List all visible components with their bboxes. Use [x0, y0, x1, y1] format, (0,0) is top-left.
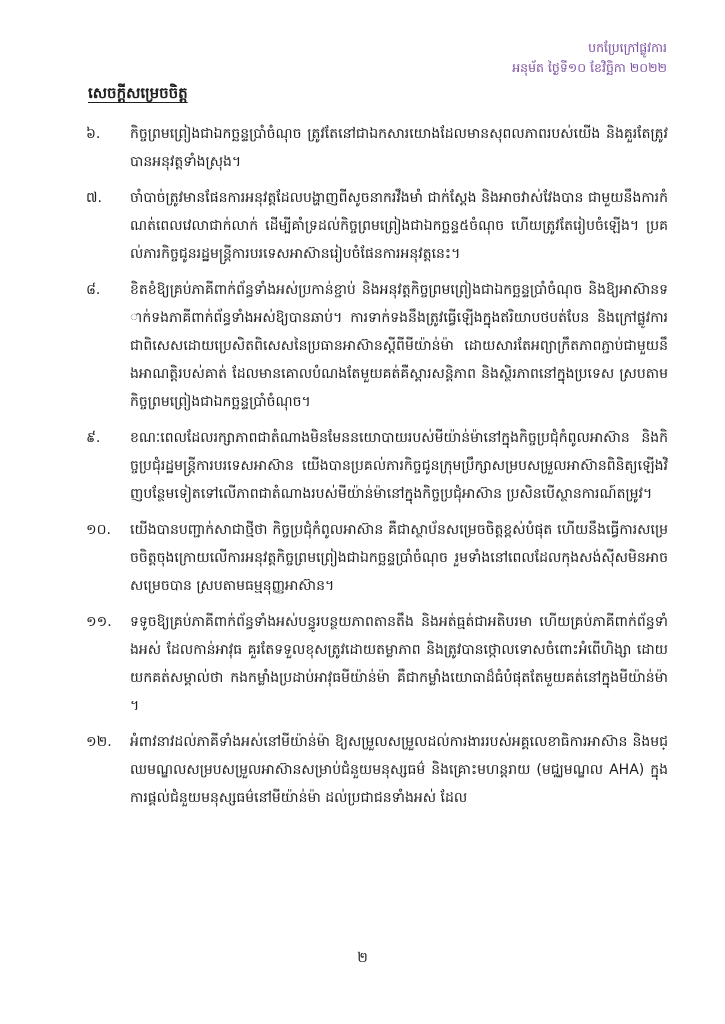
list-item	[86, 728, 668, 812]
item-number: ១១.	[86, 614, 112, 630]
list-item	[86, 184, 668, 268]
list-item	[86, 276, 668, 416]
item-number: ៨.	[86, 282, 101, 298]
header-line-date: អនុម័ត ថ្ងៃទី១០ ខែវិច្ឆិកា ២០២២	[512, 60, 667, 75]
item-number: ៧.	[86, 190, 102, 206]
unofficial-translation-header	[512, 38, 667, 78]
item-number: ១២.	[86, 734, 112, 750]
decisions-list	[86, 120, 668, 820]
item-text: អំពាវនាវដល់ភាគីទាំងអស់នៅមីយ៉ាន់ម៉ា ឱ្យសម្រួលសម្រួលដល់ការងាររបស់អគ្គលេខាធិការអាស៊ាន និងមជ្ឈមណ្ឌលសម្របសម្រួលអាស៊ានសម្រាប់ជំនួយមនុស្សធម៌ និងគ្រោះមហន្តរាយ (មជ្ឈមណ្ឌល AHA) ក្នុងការផ្តល់ជំនួយមនុស្សធម៌នៅមីយ៉ាន់ម៉ា ដល់ប្រជាជនទាំងអស់ ដែល	[130, 734, 668, 806]
item-text: ទទូចឱ្យគ្រប់ភាគីពាក់ព័ន្ធទាំងអស់បន្ធូរបន្ថយភាពតានតឹង និងអត់ធ្មត់ជាអតិបរមា ហើយគ្រប់ភាគីពាក់ព័ន្ធទាំងអស់ ដែលកាន់អាវុធ គួរតែទទួលខុសត្រូវដោយតម្លាភាព និងត្រូវបានថ្កោលទោសចំពោះអំពើហិង្សា ដោយយកគត់សម្គាល់ថា កងកម្លាំងប្រដាប់អាវុធមីយ៉ាន់ម៉ា គឺជាកម្លាំងយោធាដ៏ធំបំផុតតែមួយគត់នៅក្នុងមីយ៉ាន់ម៉ា។	[130, 614, 668, 714]
list-item	[86, 120, 668, 176]
page-number: ២	[357, 950, 368, 966]
item-text: ខិតខំឱ្យគ្រប់ភាគីពាក់ព័ន្ធទាំងអស់ប្រកាន់ខ្ជាប់ និងអនុវត្តកិច្ចព្រមព្រៀងជាឯកច្ឆន្ទប្រាំចំណុច និងឱ្យអាស៊ានទាក់ទងភាគីពាក់ព័ន្ធទាំងអស់ឱ្យបានឆាប់។ ការទាក់ទងនឹងត្រូវធ្វើឡើងក្នុងឥរិយាបថបត់បែន និងក្រៅផ្លូវការ ជាពិសេសដោយប្រេសិតពិសេសនៃប្រធានអាស៊ានស្តីពីមីយ៉ាន់ម៉ា ដោយសារតែអព្យាក្រឹតភាពភ្ជាប់ជាមួយនឹងអាណត្តិរបស់គាត់ ដែលមានគោលបំណងតែមួយគត់គឺស្តារសន្តិភាព និងស្ថិរភាពនៅក្នុងប្រទេស ស្របតាមកិច្ចព្រមព្រៀងជាឯកច្ឆន្ទប្រាំចំណុច។	[130, 282, 668, 410]
header-line-translation: បកប្រែក្រៅផ្លូវការ	[588, 40, 667, 55]
list-item	[86, 608, 668, 720]
item-number: ៦.	[86, 126, 101, 142]
item-text: យើងបានបញ្ជាក់សាជាថ្មីថា កិច្ចប្រជុំកំពូលអាស៊ាន គឺជាស្ថាប័នសម្រេចចិត្តខ្ពស់បំផុត ហើយនឹងធ្វើការសម្រេចចិត្តចុងក្រោយលើការអនុវត្តកិច្ចព្រមព្រៀងជាឯកច្ឆន្ទប្រាំចំណុច រួមទាំងនៅពេលដែលកុងសង់ស៊ីសមិនអាចសម្រេចបាន ស្របតាមធម្មនុញ្ញអាស៊ាន។	[130, 522, 668, 594]
list-item	[86, 424, 668, 508]
section-title: សេចក្តីសម្រេចចិត្ត	[88, 84, 188, 102]
item-text: ចាំបាច់ត្រូវមានផែនការអនុវត្តដែលបង្ហាញពីសូចនាករវឹងមាំ ជាក់ស្តែង និងអាចវាស់វែងបាន ជាមួយនឹងការកំណត់ពេលវេលាជាក់លាក់ ដើម្បីគាំទ្រដល់កិច្ចព្រមព្រៀងជាឯកច្ឆន្ទ៥ចំណុច ហើយត្រូវតែរៀបចំឡើង។ ប្រគល់ភារកិច្ចជូនរដ្ឋមន្ត្រីការបរទេសអាស៊ានរៀបចំផែនការអនុវត្តនេះ។	[130, 190, 668, 262]
list-item	[86, 516, 668, 600]
item-number: ៩.	[86, 430, 101, 446]
item-text: កិច្ចព្រមព្រៀងជាឯកច្ឆន្ទប្រាំចំណុច ត្រូវតែនៅជាឯកសារយោងដែលមានសុពលភាពរបស់យើង និងគួរតែត្រូវបានអនុវត្តទាំងស្រុង។	[130, 126, 668, 170]
item-text: ខណៈពេលដែលរក្សាភាពជាតំណាងមិនមែននយោបាយរបស់មីយ៉ាន់ម៉ានៅក្នុងកិច្ចប្រជុំកំពូលអាស៊ាន និងកិច្ចប្រជុំរដ្ឋមន្ត្រីការបរទេសអាស៊ាន យើងបានប្រគល់ភារកិច្ចជូនក្រុមប្រឹក្សាសម្របសម្រួលអាស៊ានពិនិត្យឡើងវិញបន្ថែមទៀតទៅលើភាពជាតំណាងរបស់មីយ៉ាន់ម៉ានៅក្នុងកិច្ចប្រជុំអាស៊ាន ប្រសិនបើស្ថានការណ៍តម្រូវ។	[130, 430, 668, 502]
item-number: ១០.	[86, 522, 111, 538]
